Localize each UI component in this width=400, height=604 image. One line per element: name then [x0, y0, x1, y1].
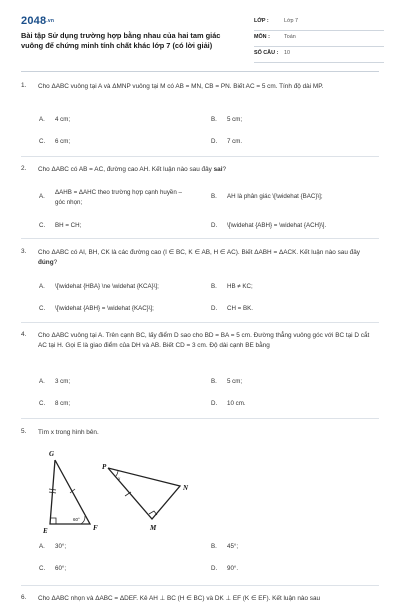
tick-mark	[49, 492, 56, 493]
label-angle-60: 60°	[73, 517, 80, 522]
option-letter: D.	[211, 138, 218, 145]
label-x: x	[118, 477, 121, 482]
option-letter: D.	[211, 400, 218, 407]
option-letter: C.	[39, 222, 46, 229]
option-text: 5 cm;	[227, 116, 243, 123]
question-text: Cho ΔABC có AB = AC, đường cao AH. Kết luận nào sau đây sai?	[38, 166, 227, 173]
label-m: M	[150, 524, 157, 532]
option-d[interactable]	[211, 305, 253, 312]
figure-svg	[38, 448, 198, 533]
option-a[interactable]	[39, 543, 66, 550]
header-divider	[21, 71, 379, 72]
option-b[interactable]	[211, 543, 238, 550]
question-divider	[21, 585, 379, 586]
option-letter: A.	[39, 193, 45, 200]
option-d[interactable]	[211, 400, 246, 407]
option-text: \[\widehat {ABH} = \widehat {ACH}\].	[227, 222, 327, 229]
question-text: Cho ΔABC có AI, BH, CK là các đường cao (I ∈ BC, K ∈ AB, H ∈ AC). Biết ΔABH = ΔACK. Kết luận nào sau đây đúng?	[38, 249, 360, 266]
question-divider	[21, 322, 379, 323]
emphasis-keyword: sai	[213, 166, 223, 173]
option-text: 45°;	[227, 543, 239, 550]
option-text: 6 cm;	[55, 138, 71, 145]
option-letter: D.	[211, 305, 218, 312]
label-f: F	[93, 524, 98, 532]
label-n: N	[183, 484, 189, 492]
document-header	[0, 0, 400, 70]
option-b[interactable]	[211, 283, 253, 290]
option-letter: D.	[211, 565, 218, 572]
option-text: 10 cm.	[227, 400, 246, 407]
option-d[interactable]	[211, 138, 242, 145]
option-b[interactable]	[211, 116, 242, 123]
option-text: HB ≠ KC;	[227, 283, 253, 290]
question-number: 3.	[21, 248, 27, 255]
option-text: 7 cm.	[227, 138, 243, 145]
option-letter: A.	[39, 378, 45, 385]
option-c[interactable]	[39, 222, 81, 229]
option-letter: B.	[211, 378, 217, 385]
angle-arc-f	[81, 516, 85, 524]
option-c[interactable]	[39, 565, 66, 572]
logo-tld: .vn	[46, 18, 55, 25]
option-text: \[\widehat {HBA} \ne \widehat {KCA}\];	[55, 283, 159, 290]
meta-value: Toán	[284, 34, 296, 40]
option-letter: A.	[39, 283, 45, 290]
triangle-pnm	[108, 468, 180, 519]
option-text: 3 cm;	[55, 378, 71, 385]
question-text: Tìm x trong hình bên.	[38, 429, 99, 436]
option-letter: C.	[39, 305, 46, 312]
question-number: 2.	[21, 165, 27, 172]
option-letter: B.	[211, 193, 217, 200]
option-a[interactable]	[39, 188, 189, 207]
option-letter: A.	[39, 116, 45, 123]
logo-text: 2048	[21, 15, 47, 27]
meta-row-class	[254, 15, 384, 31]
meta-key: MÔN :	[254, 34, 270, 40]
question-number: 4.	[21, 331, 27, 338]
option-c[interactable]	[39, 400, 70, 407]
label-p: P	[102, 463, 107, 471]
question-divider	[21, 418, 379, 419]
option-text: 30°;	[55, 543, 67, 550]
option-text: 8 cm;	[55, 400, 71, 407]
question-text: Cho ΔABC nhọn và ΔABC = ΔDEF. Kẻ AH ⊥ BC (H ∈ BC) và DK ⊥ EF (K ∈ EF). Kết luận nào sau	[38, 595, 321, 602]
option-letter: D.	[211, 222, 218, 229]
option-a[interactable]	[39, 378, 70, 385]
document-title: Bài tập Sử dụng trường hợp bằng nhau của hai tam giác vuông để chứng minh tính chất khác lớp 7 (có lời giải)	[21, 31, 221, 50]
option-text: AH là phân giác \[\widehat {BAC}\];	[227, 193, 323, 200]
option-text: \[\widehat {ABH} = \widehat {KAC}\];	[55, 305, 154, 312]
option-text: BH = CH;	[55, 222, 82, 229]
question-number: 6.	[21, 594, 27, 601]
meta-value: 10	[284, 50, 290, 56]
option-letter: C.	[39, 400, 46, 407]
option-text: CH = BK.	[227, 305, 253, 312]
label-g: G	[49, 450, 55, 458]
option-text: 4 cm;	[55, 116, 71, 123]
option-text: ΔAHB = ΔAHC theo trường hợp cạnh huyền – góc nhọn;	[55, 189, 182, 206]
triangle-gef	[50, 460, 90, 524]
meta-key: LỚP :	[254, 18, 269, 24]
meta-row-count	[254, 47, 384, 63]
option-text: 90°.	[227, 565, 239, 572]
option-letter: B.	[211, 116, 217, 123]
option-text: 5 cm;	[227, 378, 243, 385]
option-b[interactable]	[211, 193, 323, 200]
emphasis-keyword: đúng	[38, 259, 54, 266]
option-letter: C.	[39, 565, 46, 572]
option-letter: A.	[39, 543, 45, 550]
option-text: 60°;	[55, 565, 67, 572]
option-c[interactable]	[39, 305, 154, 312]
document-meta	[254, 15, 384, 63]
option-a[interactable]	[39, 283, 159, 290]
option-b[interactable]	[211, 378, 242, 385]
question-number: 5.	[21, 428, 27, 435]
question-divider	[21, 238, 379, 239]
option-letter: C.	[39, 138, 46, 145]
option-d[interactable]	[211, 565, 238, 572]
question-number: 1.	[21, 82, 27, 89]
option-letter: B.	[211, 283, 217, 290]
question-text: Cho ΔABC vuông tại A và ΔMNP vuông tại M có AB = MN, CB = PN. Biết AC = 5 cm. Tính độ dài MP.	[38, 83, 324, 90]
tick-mark	[49, 489, 56, 490]
option-d[interactable]	[211, 222, 326, 229]
option-letter: B.	[211, 543, 217, 550]
meta-key: SỐ CÂU :	[254, 50, 279, 56]
question-text: Cho ΔABC vuông tại A. Trên cạnh BC, lấy điểm D sao cho BD = BA = 5 cm. Đường thẳng vuông góc với BC tại D cắt AC tại H. Gọi E là giao điểm của DH và AB. Biết CD = 3 cm. Độ dài cạnh BE bằng	[38, 332, 370, 349]
site-logo[interactable]	[21, 15, 54, 27]
triangle-figure	[38, 448, 198, 535]
option-a[interactable]	[39, 116, 70, 123]
option-c[interactable]	[39, 138, 70, 145]
meta-value: Lớp 7	[284, 18, 299, 24]
question-divider	[21, 156, 379, 157]
label-e: E	[43, 527, 48, 535]
meta-row-subject	[254, 31, 384, 47]
